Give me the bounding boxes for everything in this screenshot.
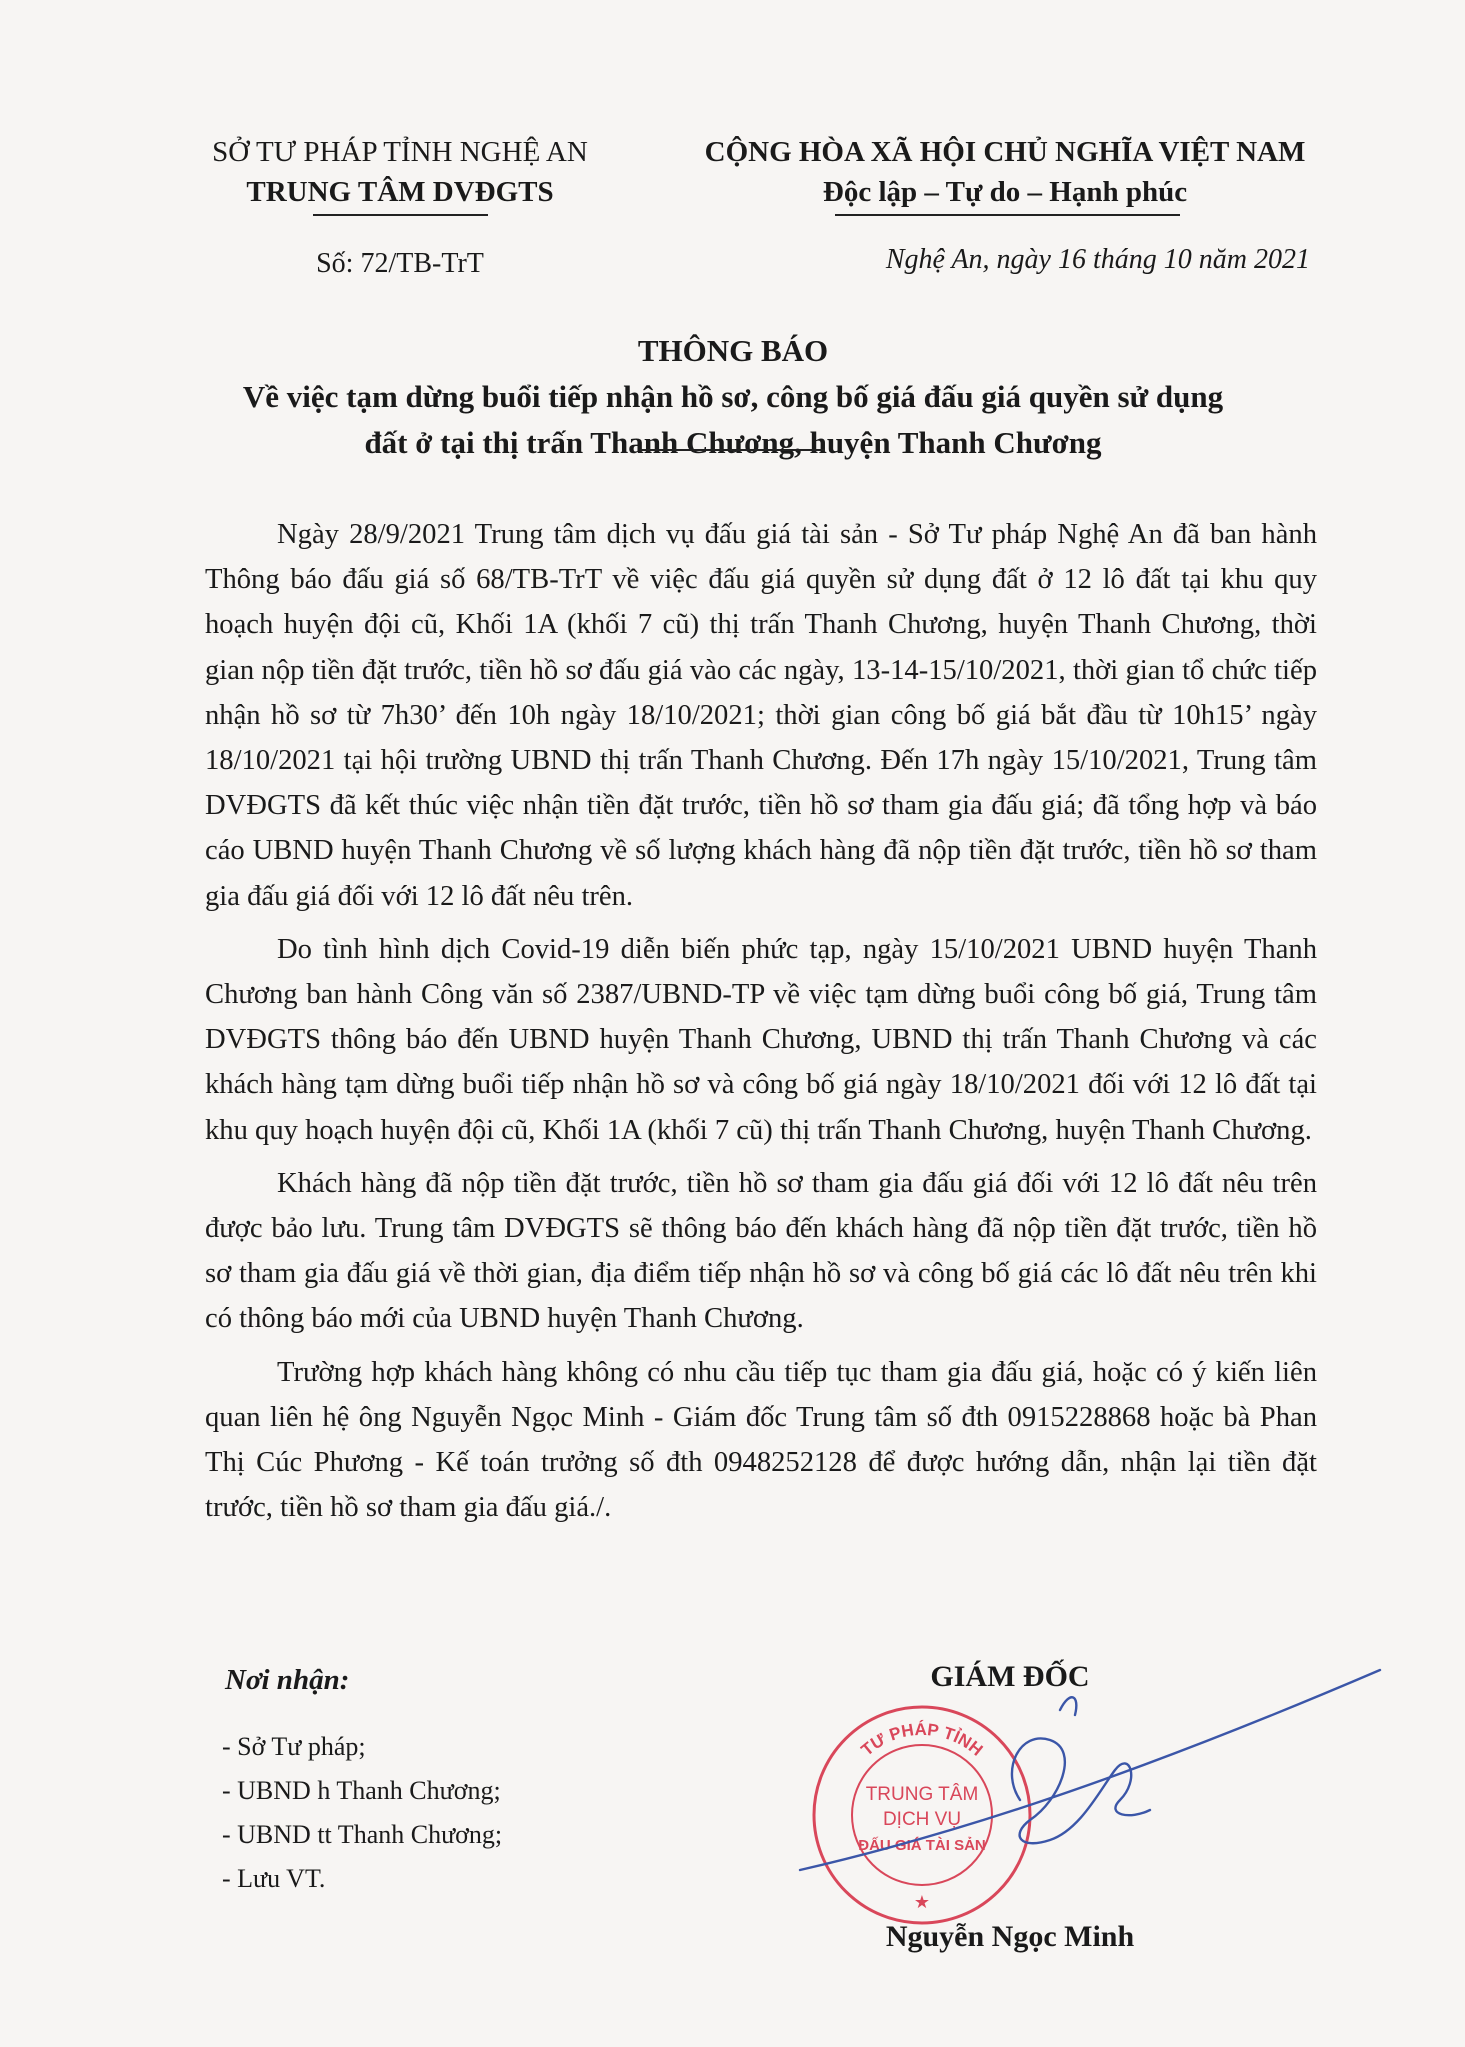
document-title <box>170 328 1296 466</box>
title-line-2: đất ở tại thị trấn Thanh Chương, huyện Thanh Chương <box>364 425 1102 460</box>
seal-line-3: ĐẤU GIÁ TÀI SẢN <box>858 1837 986 1854</box>
national-motto: Độc lập – Tự do – Hạnh phúc <box>822 176 1188 208</box>
document-body <box>205 512 1317 1538</box>
national-title: CỘNG HÒA XÃ HỘI CHỦ NGHĨA VIỆT NAM <box>704 136 1306 168</box>
recipient-item: - UBND h Thanh Chương; <box>222 1776 501 1805</box>
paragraph-2: Do tình hình dịch Covid-19 diễn biến phức tạp, ngày 15/10/2021 UBND huyện Thanh Chương ban hành Công văn số 2387/UBND-TP về việc tạm dừng buổi công bố giá, Trung tâm DVĐGTS thông báo đến UBND huyện Thanh Chương, UBND thị trấn Thanh Chương và các khách hàng tạm dừng buổi tiếp nhận hồ sơ và công bố giá ngày 18/10/2021 đối với 12 lô đất tại khu quy hoạch huyện đội cũ, Khối 1A (khối 7 cũ) thị trấn Thanh Chương, huyện Thanh Chương. <box>205 933 1317 1146</box>
issuer-underline <box>313 214 488 216</box>
seal-star-icon: ★ <box>913 1892 931 1912</box>
title-line-1: Về việc tạm dừng buổi tiếp nhận hồ sơ, công bố giá đấu giá quyền sử dụng <box>242 379 1224 414</box>
issuer-block <box>170 132 630 212</box>
recipient-item: - Sở Tư pháp; <box>222 1732 366 1761</box>
recipients-list <box>222 1725 502 1901</box>
title-main: THÔNG BÁO <box>637 333 829 368</box>
signer-title: GIÁM ĐỐC <box>930 1660 1090 1693</box>
seal-line-2: DỊCH VỤ <box>882 1809 962 1830</box>
seal-ring-text: TƯ PHÁP TỈNH <box>857 1719 987 1760</box>
issuer-name: TRUNG TÂM DVĐGTS <box>246 176 554 208</box>
title-underline <box>640 449 825 451</box>
national-title-block <box>655 132 1355 212</box>
document-number: Số: 72/TB-TrT <box>316 248 484 279</box>
motto-underline <box>835 214 1180 216</box>
paragraph-4: Trường hợp khách hàng không có nhu cầu tiếp tục tham gia đấu giá, hoặc có ý kiến liên quan liên hệ ông Nguyễn Ngọc Minh - Giám đốc Trung tâm số đth 0915228868 hoặc bà Phan Thị Cúc Phương - Kế toán trưởng số đth 0948252128 để được hướng dẫn, nhận lại tiền đặt trước, tiền hồ sơ tham gia đấu giá./. <box>205 1356 1317 1524</box>
paragraph-1: Ngày 28/9/2021 Trung tâm dịch vụ đấu giá tài sản - Sở Tư pháp Nghệ An đã ban hành Thông báo đấu giá số 68/TB-TrT về việc đấu giá quyền sử dụng đất ở 12 lô đất tại khu quy hoạch huyện đội cũ, Khối 1A (khối 7 cũ) thị trấn Thanh Chương, huyện Thanh Chương, thời gian nộp tiền đặt trước, tiền hồ sơ đấu giá vào các ngày, 13-14-15/10/2021, thời gian tổ chức tiếp nhận hồ sơ từ 7h30’ đến 10h ngày 18/10/2021; thời gian công bố giá bắt đầu từ 10h15’ ngày 18/10/2021 tại hội trường UBND thị trấn Thanh Chương. Đến 17h ngày 15/10/2021, Trung tâm DVĐGTS đã kết thúc việc nhận tiền đặt trước, tiền hồ sơ tham gia đấu giá; đã tổng hợp và báo cáo UBND huyện Thanh Chương về số lượng khách hàng đã nộp tiền đặt trước, tiền hồ sơ tham gia đấu giá đối với 12 lô đất nêu trên. <box>205 519 1317 912</box>
handwritten-signature <box>720 1650 1400 1910</box>
issuer-parent: SỞ TƯ PHÁP TỈNH NGHỆ AN <box>212 136 588 168</box>
recipient-item: - Lưu VT. <box>222 1864 326 1893</box>
paragraph-3: Khách hàng đã nộp tiền đặt trước, tiền hồ sơ tham gia đấu giá đối với 12 lô đất nêu trên được bảo lưu. Trung tâm DVĐGTS sẽ thông báo đến khách hàng đã nộp tiền đặt trước, tiền hồ sơ tham gia đấu giá về thời gian, địa điểm tiếp nhận hồ sơ và công bố giá các lô đất nêu trên khi có thông báo mới của UBND huyện Thanh Chương. <box>205 1167 1317 1335</box>
document-date: Nghệ An, ngày 16 tháng 10 năm 2021 <box>885 244 1310 275</box>
recipients-heading: Nơi nhận: <box>225 1664 350 1696</box>
seal-line-1: TRUNG TÂM <box>865 1784 979 1805</box>
recipient-item: - UBND tt Thanh Chương; <box>222 1820 503 1849</box>
signer-name: Nguyễn Ngọc Minh <box>885 1920 1135 1953</box>
